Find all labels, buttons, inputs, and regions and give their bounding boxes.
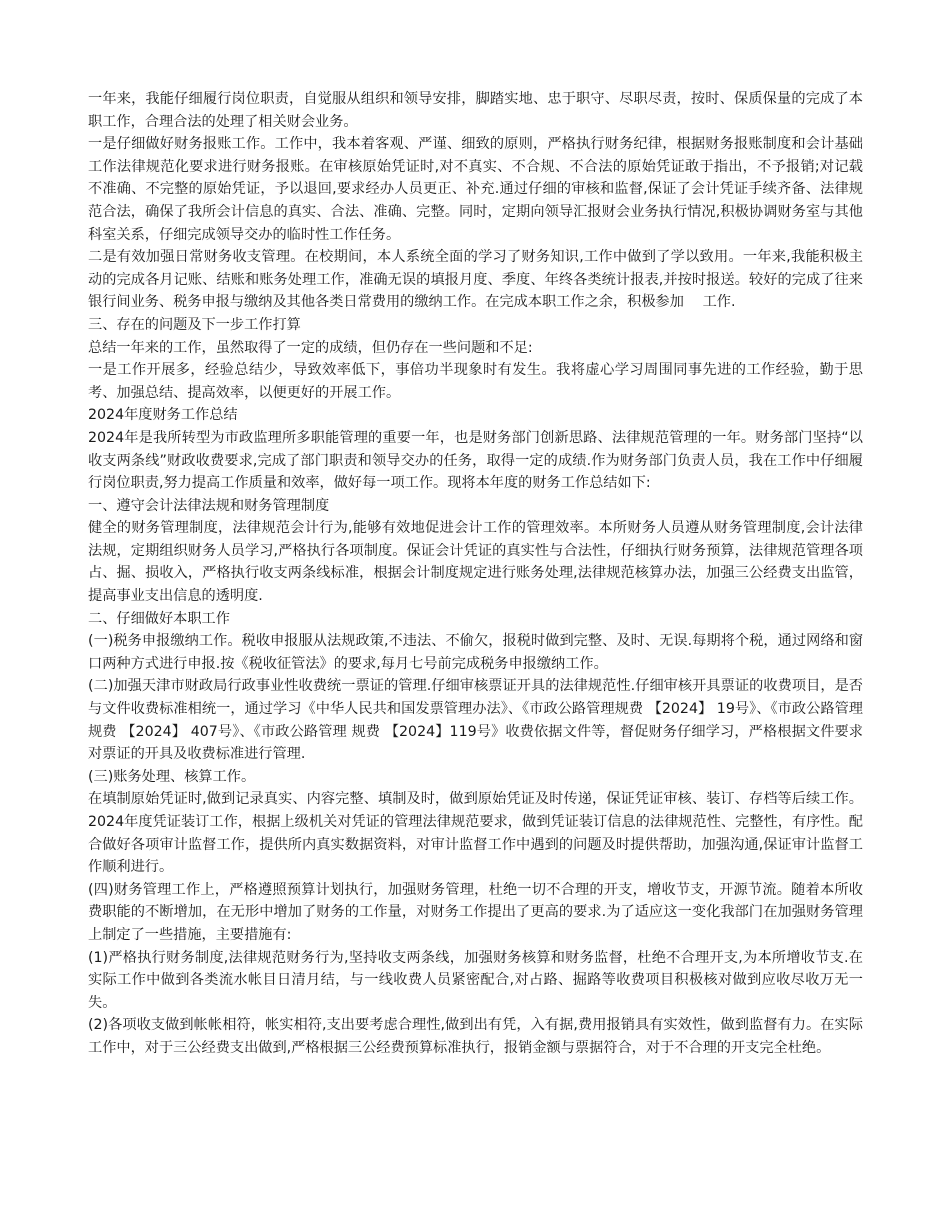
paragraph-receipts: (二)加强天津市财政局行政事业性收费统一票证的管理.仔细审核票证开具的法律规范性.仔细审核开具票证的收费项目，是否与文件收费标准相统一，通过学习《中华人民共和国发票管理办法》、《市政公路管理规费 【2024】 19号》、《市政公路管理 规费 【2024】 407号》、《市政公路管理 规费 【2024】119号》收费依据文件等，督促财务仔细学习，严格根据文件要求对票证的开具及收费标准进行管理. <box>88 678 863 763</box>
subheading-accounting: (三)账务处理、核算工作。 <box>88 768 256 785</box>
paragraph-regulations: 健全的财务管理制度，法律规范会计行为,能够有效地促进会计工作的管理效率。本所财务人员遵从财务管理制度,会计法律法规，定期组织财务人员学习,严格执行各项制度。保证会计凭证的真实性与合法性，仔细执行财务预算，法律规范管理各项占、掘、损收入，严格执行收支两条线标准，根据会计制度规定进行账务处理,法律规范核算办法，加强三公经费支出监管，提高事业支出信息的透明度. <box>88 520 863 605</box>
paragraph-bookkeeping: 一是仔细做好财务报账工作。工作中，我本着客观、严谨、细致的原则，严格执行财务纪律，根据财务报账制度和会计基础工作法律规范化要求进行财务报账。在审核原始凭证时,对不真实、不合规、不合法的原始凭证敢于指出，不予报销;对记载不准确、不完整的原始凭证，予以退回,要求经办人员更正、补充.通过仔细的审核和监督,保证了会计凭证手续齐备、法律规范合法，确保了我所会计信息的真实、合法、准确、完整。同时，定期向领导汇报财会业务执行情况,积极协调财务室与其他科室关系，仔细完成领导交办的临时性工作任务。 <box>88 136 863 243</box>
paragraph-intro: 一年来，我能仔细履行岗位职责，自觉服从组织和领导安排，脚踏实地、忠于职守、尽职尽责，按时、保质保量的完成了本职工作，合理合法的处理了相关财会业务。 <box>88 91 863 130</box>
paragraph-problems-summary: 总结一年来的工作，虽然取得了一定的成绩，但仍存在一些问题和不足: <box>88 339 533 356</box>
paragraph-tax: (一)税务申报缴纳工作。税收申报服从法规政策,不违法、不偷欠，报税时做到完整、及时、无误.每期将个税，通过网络和窗口两种方式进行申报.按《税收征管法》的要求,每月七号前完成税务申报缴纳工作。 <box>88 633 863 672</box>
paragraph-daily-management: 二是有效加强日常财务收支管理。在校期间，本人系统全面的学习了财务知识,工作中做到了学以致用。一年来,我能积极主动的完成各月记账、结账和账务处理工作，准确无误的填报月度、季度、年终各类统计报表,并按时报送。较好的完成了往来银行间业务、税务申报与缴纳及其他各类日常费用的缴纳工作。在完成本职工作之余，积极参加 工作. <box>88 249 863 311</box>
paragraph-measure-2: (2)各项收支做到帐帐相符，帐实相符,支出要考虑合理性,做到出有凭，入有据,费用报销具有实效性，做到监督有力。在实际工作中，对于三公经费支出做到,严格根据三公经费预算标准执行，报销金额与票据符合，对于不合理的开支完全杜绝。 <box>88 1017 863 1056</box>
paragraph-overview: 2024年是我所转型为市政监理所多职能管理的重要一年，也是财务部门创新思路、法律规范管理的一年。财务部门坚持“以收支两条线”财政收费要求,完成了部门职责和领导交办的任务，取得一定的成绩.作为财务部门负责人员，我在工作中仔细履行岗位职责,努力提高工作质量和效率，做好每一项工作。现将本年度的财务工作总结如下: <box>88 429 863 492</box>
section-heading-regulations: 一、遵守会计法律法规和财务管理制度 <box>88 497 330 514</box>
document-title: 2024年度财务工作总结 <box>88 407 238 424</box>
paragraph-financial-management: (四)财务管理工作上，严格遵照预算计划执行，加强财务管理，杜绝一切不合理的开支，增收节支，开源节流。随着本所收费职能的不断增加，在无形中增加了财务的工作量，对财务工作提出了更高的要求.为了适应这一变化我部门在加强财务管理上制定了一些措施，主要措施有: <box>88 881 863 943</box>
paragraph-accounting: 在填制原始凭证时,做到记录真实、内容完整、填制及时，做到原始凭证及时传递，保证凭证审核、装订、存档等后续工作。 2024年度凭证装订工作，根据上级机关对凭证的管理法律规范要求，做到凭证装订信息的法律规范性、完整性，有序性。配合做好各项审计监督工作，提供所内真实数据资料，对审计监督工作中遇到的问题及时提供帮助，加强沟通,保证审计监督工作顺利进行。 <box>88 791 863 876</box>
paragraph-measure-1: (1)严格执行财务制度,法律规范财务行为,坚持收支两条线，加强财务核算和财务监督，杜绝不合理开支,为本所增收节支.在实际工作中做到各类流水帐目日清月结，与一线收费人员紧密配合,对占路、掘路等收费项目积极核对做到应收尽收万无一失。 <box>88 949 863 1011</box>
document-body <box>88 88 863 1060</box>
section-heading-duties: 二、仔细做好本职工作 <box>88 610 230 627</box>
section-heading-problems: 三、存在的问题及下一步工作打算 <box>88 316 301 333</box>
paragraph-problems-detail: 一是工作开展多，经验总结少，导致效率低下，事倍功半现象时有发生。我将虚心学习周围同事先进的工作经验，勤于思考、加强总结、提高效率，以便更好的开展工作。 <box>88 362 863 401</box>
